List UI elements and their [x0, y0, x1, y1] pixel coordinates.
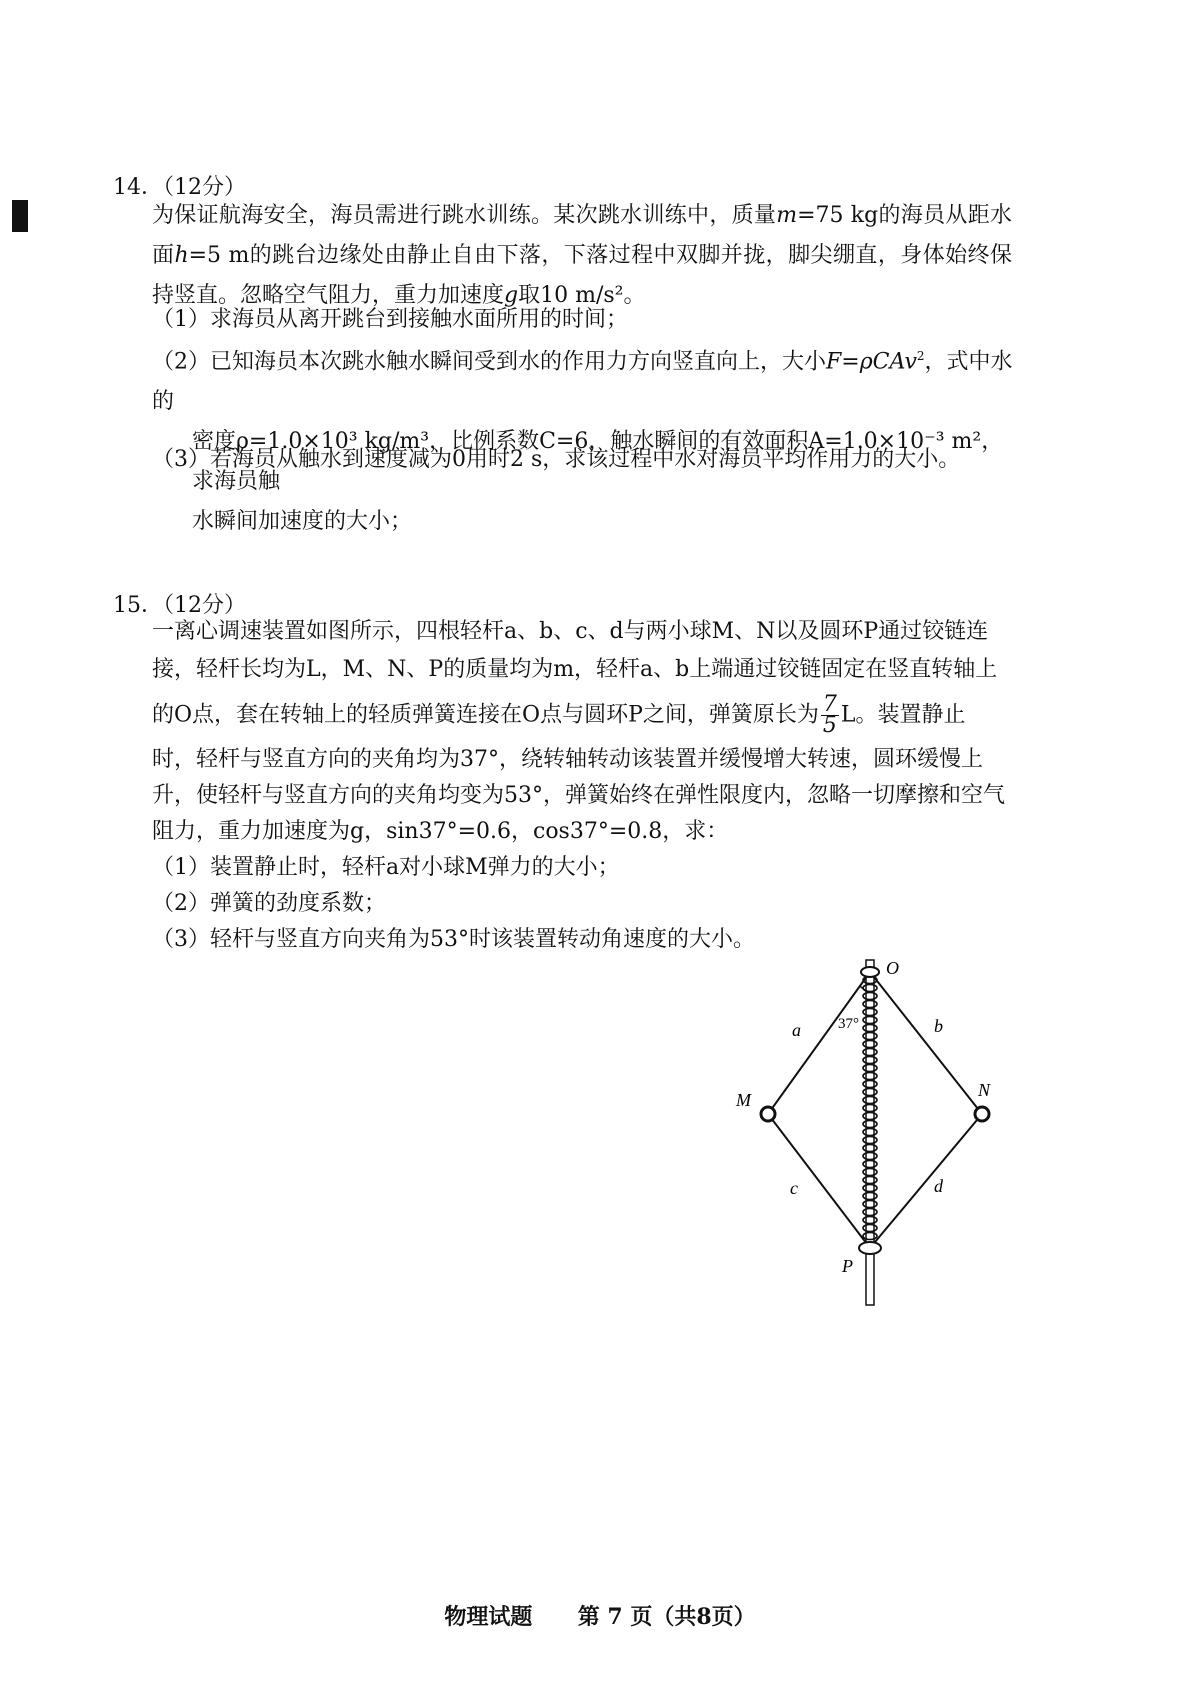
spring-coil — [863, 1025, 877, 1032]
spring-coil — [863, 1089, 877, 1096]
ball-m — [761, 1107, 775, 1121]
q15-part-2: （2）弹簧的劲度系数； — [152, 891, 386, 916]
fraction-numerator: 7 — [822, 692, 837, 717]
label-o: O — [886, 958, 899, 978]
footer-page-number: 第 7 页（共8页） — [577, 1604, 756, 1630]
label-n: N — [978, 1080, 991, 1100]
rod-a — [768, 972, 870, 1114]
hinge-o — [861, 967, 879, 977]
scan-marker — [12, 200, 28, 232]
spring-coil — [863, 1033, 877, 1040]
spring-coil — [863, 1129, 877, 1136]
q14-header: 14．（12分） — [113, 175, 246, 200]
spring-coil — [863, 1145, 877, 1152]
rod-d — [870, 1114, 982, 1248]
spring-coil — [863, 1161, 877, 1168]
spring-coil — [863, 1153, 877, 1160]
q14-force-formula: F=ρCAv — [826, 349, 917, 375]
spring-coil — [863, 1105, 877, 1112]
q14-height-symbol: h — [174, 243, 189, 268]
q14-part-2-text-a: （2）已知海员本次跳水触水瞬间受到水的作用力方向竖直向上，大小 — [152, 349, 826, 375]
label-m: M — [736, 1090, 751, 1110]
spring — [863, 977, 877, 1240]
spring-coil — [863, 1233, 877, 1240]
q15-line-1: 一离心调速装置如图所示，四根轻杆a、b、c、d与两小球M、N以及圆环P通过铰链连 — [152, 619, 989, 644]
q14-part-3: （3）若海员从触水到速度减为0用时2 s，求该过程中水对海员平均作用力的大小。 — [152, 447, 961, 472]
q15-line-5: 升，使轻杆与竖直方向的夹角均变为53°，弹簧始终在弹性限度内，忽略一切摩擦和空气 — [152, 783, 1005, 808]
spring-coil — [863, 1073, 877, 1080]
q15-line-4: 时，轻杆与竖直方向的夹角均为37°，绕转轴转动该装置并缓慢增大转速，圆环缓慢上 — [152, 747, 983, 772]
q14-intro — [152, 196, 1012, 316]
q14-intro-text-1: 为保证航海安全，海员需进行跳水训练。某次跳水训练中，质量 — [152, 203, 777, 228]
rod-b — [870, 972, 982, 1114]
spring-coil — [863, 1113, 877, 1120]
q14-part-2-text-c: 密度ρ=1.0×10³ kg/m³，比例系数C=6，触水瞬间的有效面积A=1.0×10⁻³ m²，求海员触 — [192, 429, 1004, 495]
q14-intro-text-3: =5 m的跳台边缘处由静止自由下落，下落过程中双脚并拢，脚尖绷直，身体始终保持竖直。忽略空气阻力，重力加速度 — [152, 243, 1012, 308]
label-a: a — [792, 1020, 801, 1040]
spring-coil — [863, 1193, 877, 1200]
spring-coil — [863, 1057, 877, 1064]
q15-line-3-text-a: 的O点，套在转轴上的轻质弹簧连接在O点与圆环P之间，弹簧原长为 — [152, 702, 819, 728]
spring-coil — [863, 1017, 877, 1024]
spring-coil — [863, 1097, 877, 1104]
spring-coil — [863, 1169, 877, 1176]
spring-coil — [863, 1209, 877, 1216]
q15-part-1: （1）装置静止时，轻杆a对小球M弹力的大小； — [152, 855, 620, 880]
label-p: P — [842, 1256, 853, 1276]
footer-subject: 物理试题 — [444, 1604, 533, 1630]
spring-coil — [863, 1177, 877, 1184]
ball-n — [975, 1107, 989, 1121]
q14-force-exponent: 2 — [916, 349, 925, 363]
q14-part-1: （1）求海员从离开跳台到接触水面所用的时间； — [152, 307, 628, 332]
spring-coil — [863, 1065, 877, 1072]
q15-line-2: 接，轻杆长均为L，M、N、P的质量均为m，轻杆a、b上端通过铰链固定在竖直转轴上 — [152, 657, 998, 682]
q14-intro-text-4: 取10 m/s²。 — [518, 283, 646, 308]
label-d: d — [934, 1176, 943, 1196]
q14-intro-text-2: =75 kg的海员从距水面 — [152, 203, 1012, 268]
q15-part-3: （3）轻杆与竖直方向夹角为53°时该装置转动角速度的大小。 — [152, 927, 755, 952]
q15-line-3-text-b: L。装置静止 — [840, 702, 966, 728]
spring-coil — [863, 1217, 877, 1224]
spring-coil — [863, 1137, 877, 1144]
spring-coil — [863, 1081, 877, 1088]
spring-coil — [863, 1009, 877, 1016]
q15-header: 15．（12分） — [113, 593, 246, 618]
q14-gravity-symbol: g — [504, 283, 519, 308]
q15-line-3 — [152, 692, 1022, 738]
q14-mass-symbol: m — [776, 203, 798, 228]
q14-part-2-text-b: ，式中水的 — [152, 349, 1013, 415]
rod-c — [768, 1114, 870, 1248]
spring-length-fraction — [821, 692, 839, 738]
spring-coil — [863, 1185, 877, 1192]
spring-coil — [863, 993, 877, 1000]
spring-coil — [863, 1201, 877, 1208]
fraction-denominator: 5 — [822, 713, 837, 738]
label-b: b — [934, 1016, 943, 1036]
label-c: c — [790, 1178, 798, 1198]
q15-line-6: 阻力，重力加速度为g，sin37°=0.6，cos37°=0.8，求： — [152, 819, 729, 844]
spring-coil — [863, 1001, 877, 1008]
q14-part-2-text-d: 水瞬间加速度的大小； — [192, 509, 413, 535]
spring-coil — [863, 1225, 877, 1232]
ring-p — [859, 1242, 881, 1254]
spring-coil — [863, 1121, 877, 1128]
centrifugal-governor-figure — [736, 950, 1100, 1330]
spring-coil — [863, 1041, 877, 1048]
label-angle: 37° — [838, 1016, 859, 1032]
page-footer — [0, 1600, 1200, 1631]
spring-coil — [863, 1049, 877, 1056]
